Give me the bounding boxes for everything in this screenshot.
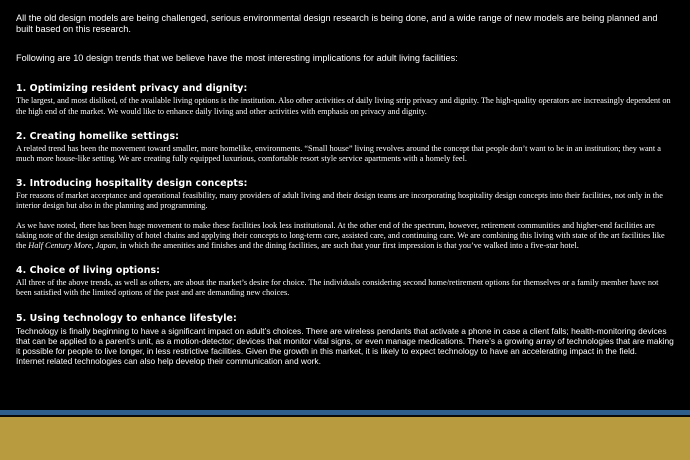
footer-band bbox=[0, 410, 690, 460]
section-technology bbox=[16, 313, 676, 367]
section-living-choice bbox=[16, 265, 676, 298]
section-text-2 bbox=[16, 221, 676, 252]
section-text-2-end: , in which the amenities and finishes and the dining facilities, are such that your first impression is that you’ve walked into a five-star hotel. bbox=[115, 241, 579, 251]
section-text-2-italic: Half Century More, Japan bbox=[28, 241, 116, 251]
section-text-2-start: As we have noted, there has been huge movement to make these facilities look less institutional. At the other end of the spectrum, however, retirement communities and higher-end facilities are taking note of the design sensibility of hotel chains and applying their concepts to long-term care, assisted care, and continuing care. We are combining this living with state of the art facilities like the bbox=[16, 220, 665, 251]
footer-gold-band bbox=[0, 417, 690, 460]
section-heading: 5. Using technology to enhance lifestyle: bbox=[16, 312, 237, 324]
section-text: A related trend has been the movement toward smaller, more homelike, environments. “Small house” living revolves around the concept that people don’t want to be in an institution; they want a much more house-like setting. We are creating fully equipped luxurious, comfortable resort style service apartments with a homely feel. bbox=[16, 143, 661, 164]
section-text-2: Internet related technologies can also help develop their communication and work. bbox=[16, 356, 321, 367]
section-homelike-settings bbox=[16, 131, 676, 164]
section-text: For reasons of market acceptance and operational feasibility, many providers of adult living and their design teams are incorporating hospitality design concepts into their facilities, not only in the interior design but also in the planning and programming. bbox=[16, 191, 663, 211]
lead-paragraph: Following are 10 design trends that we believe have the most interesting implications for adult living facilities: bbox=[16, 53, 458, 64]
section-heading: 4. Choice of living options: bbox=[16, 265, 161, 277]
intro-paragraph: All the old design models are being challenged, serious environmental design research is being done, and a wide range of new models are being planned and built based on this research. bbox=[16, 13, 658, 35]
section-privacy-dignity bbox=[16, 83, 676, 116]
section-text: Technology is finally beginning to have a significant impact on adult’s choices. There are wireless pendants that activate a phone in case a client falls; health-monitoring devices that can be applied to a parent’s unit, as a motion-detector; devices that monitor vital signs, or even manage medications. There’s a growing array of technologies that are making it possible for people to live longer, in less restrictive facilities. Given the growth in this market, it is likely to expect technology to have an accelerating impact in the field. bbox=[16, 325, 674, 357]
content-area bbox=[16, 13, 676, 366]
section-heading: 3. Introducing hospitality design concepts: bbox=[16, 178, 248, 190]
section-text: The largest, and most disliked, of the available living options is the institution. Also other activities of daily living strip privacy and dignity. The high-quality operators are increasingly dependent on the high end of the market. We would like to enhance daily living and other activities with emphasis on privacy and dignity. bbox=[16, 96, 671, 116]
section-text: All three of the above trends, as well as others, are about the market’s desire for choice. The individuals considering second home/retirement options for themselves or a family member have not been satisfied with the limited options of the past and are demanding new choices. bbox=[16, 278, 659, 298]
section-heading: 1. Optimizing resident privacy and dignity: bbox=[16, 83, 248, 95]
section-hospitality-design bbox=[16, 178, 676, 251]
section-heading: 2. Creating homelike settings: bbox=[16, 130, 179, 142]
